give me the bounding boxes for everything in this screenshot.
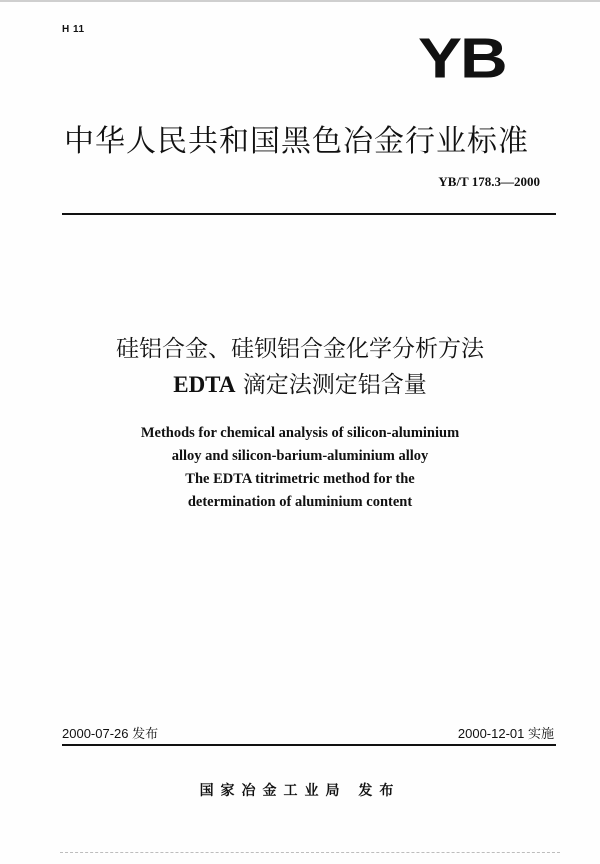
chinese-title-line-2 bbox=[0, 366, 600, 399]
issue-date: 2000-07-26 发布 bbox=[62, 726, 159, 741]
implementation-date: 2000-12-01 实施 bbox=[457, 726, 554, 741]
english-title-line: alloy and silicon-barium-aluminium alloy bbox=[171, 448, 429, 464]
english-title-line: Methods for chemical analysis of silicon-aluminium bbox=[140, 425, 460, 441]
english-title bbox=[0, 422, 600, 514]
scan-edge-line bbox=[60, 852, 560, 854]
classification-code: H 11 bbox=[62, 24, 85, 35]
chinese-title-line-1: 硅铝合金、硅钡铝合金化学分析方法 bbox=[116, 336, 484, 362]
top-divider bbox=[62, 213, 556, 215]
chinese-title-edta: EDTA bbox=[173, 372, 236, 397]
standard-number: YB/T 178.3—2000 bbox=[438, 174, 540, 189]
publisher: 国家冶金工业局 发布 bbox=[199, 783, 401, 799]
bottom-divider bbox=[62, 744, 556, 746]
yb-logo: YB bbox=[418, 26, 506, 90]
english-title-line: determination of aluminium content bbox=[187, 494, 413, 510]
top-edge-line bbox=[0, 0, 600, 2]
industry-standard-title: 中华人民共和国黑色冶金行业标准 bbox=[64, 124, 529, 159]
chinese-title-line-2-rest: 滴定法测定铝含量 bbox=[235, 372, 427, 398]
english-title-line: The EDTA titrimetric method for the bbox=[185, 471, 415, 487]
